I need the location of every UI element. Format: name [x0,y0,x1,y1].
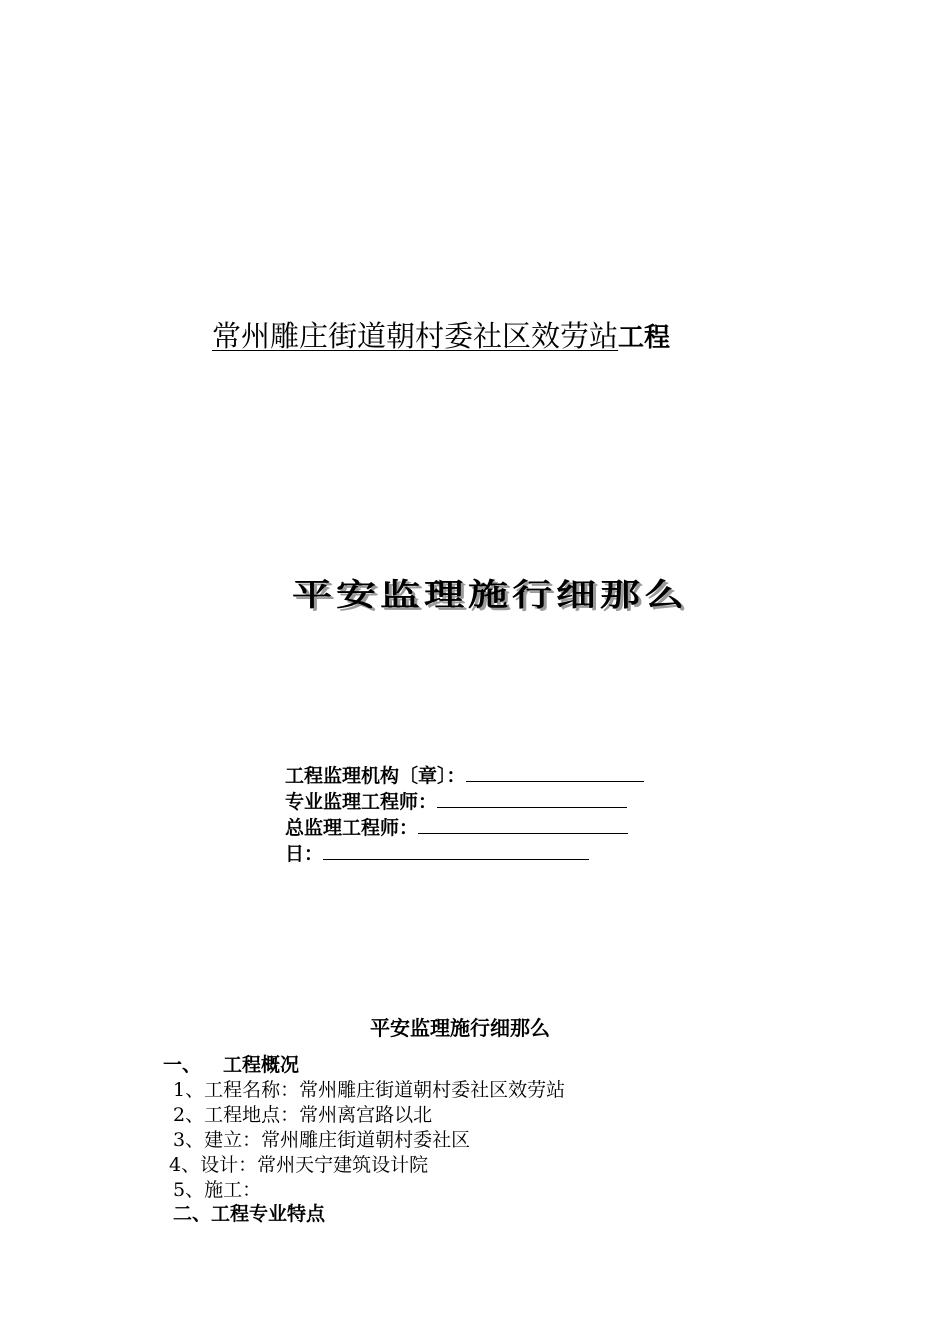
section-1-number: 一、 [163,1054,202,1076]
section-1-title: 工程概况 [223,1054,300,1076]
date-label: 日： [285,843,324,865]
main-title: 平安监理施行细那么 [292,577,688,614]
org-signature-line [466,762,644,782]
project-title [212,318,670,356]
list-item: 3、建立：常州雕庄街道朝村委社区 [173,1129,471,1151]
chief-signature-row [285,814,628,841]
section-2-heading: 二、工程专业特点 [173,1203,326,1225]
chief-signature-line [418,814,628,834]
engineer-label: 专业监理工程师： [285,791,438,813]
engineer-signature-row [285,788,627,815]
project-suffix: 工程 [618,323,671,353]
chief-label: 总监理工程师： [285,817,419,839]
section-heading: 平安监理施行细那么 [370,1016,550,1040]
list-item: 5、施工： [173,1179,262,1201]
engineer-signature-line [437,788,627,808]
date-line [323,840,589,860]
list-item: 1、工程名称：常州雕庄街道朝村委社区效劳站 [173,1079,566,1101]
project-name: 常州雕庄街道朝村委社区效劳站 [212,319,619,353]
org-signature-row [285,762,644,789]
list-item: 4、设计：常州天宁建筑设计院 [169,1154,429,1176]
date-row [285,840,589,867]
section-1-heading [163,1050,299,1077]
list-item: 2、工程地点：常州离宫路以北 [173,1104,433,1126]
org-label: 工程监理机构〔章〕： [285,765,466,787]
